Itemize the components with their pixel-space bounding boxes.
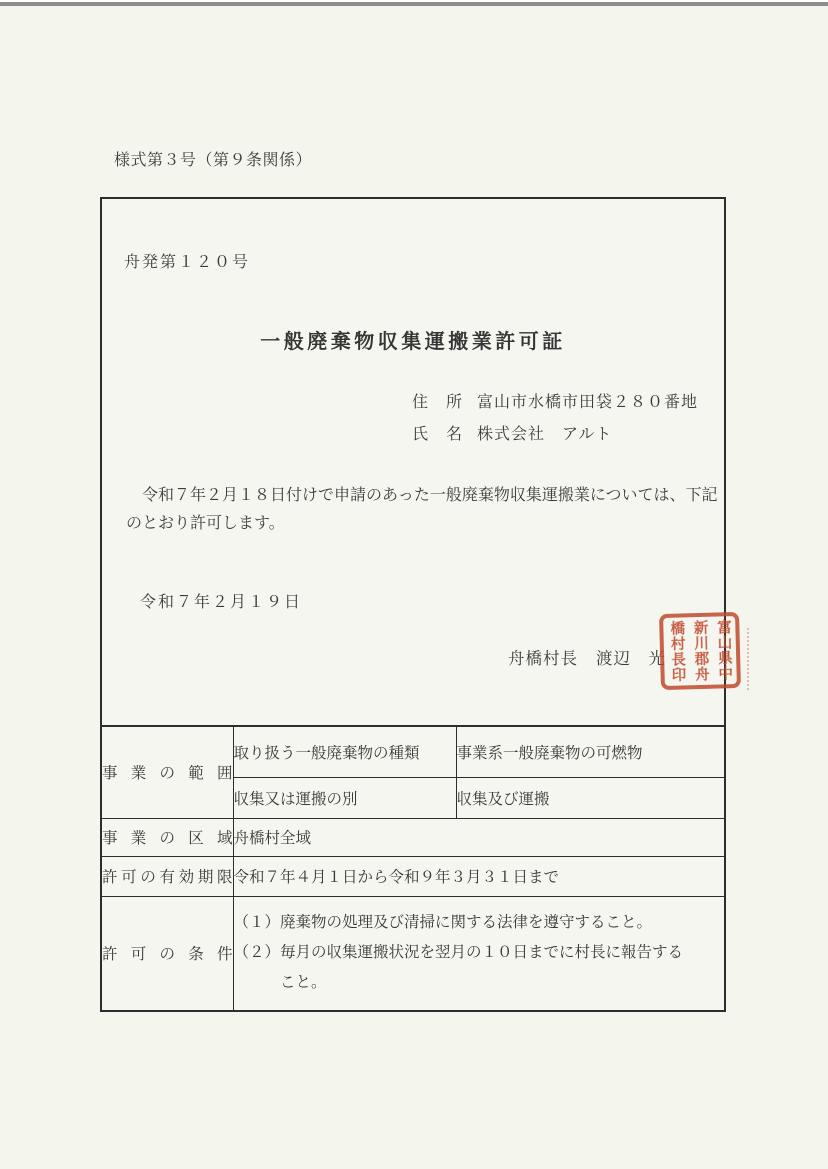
collection-key-cell: 収集又は運搬の別 <box>233 777 456 818</box>
table-row <box>101 856 725 896</box>
validity-label-cell <box>101 856 233 896</box>
issuer-title: 舟橋村長 <box>508 649 578 668</box>
business-area-value-cell: 舟橋村全域 <box>233 818 725 856</box>
condition-line-1: （１）廃棄物の処理及び清掃に関する法律を遵守すること。 <box>233 914 653 932</box>
scan-artifact-bar <box>0 2 828 6</box>
issue-date: 令和７年２月１９日 <box>140 594 303 611</box>
seal-ink-artifact <box>747 628 749 690</box>
issuer-name: 渡辺 光 <box>596 649 666 668</box>
collection-value-cell: 収集及び運搬 <box>456 777 725 818</box>
recipient-block <box>412 387 698 451</box>
condition-line-2: （２）毎月の収集運搬状況を翌月の１０日までに村長に報告する <box>233 944 684 962</box>
recipient-name-row <box>412 419 698 451</box>
waste-type-key-cell: 取り扱う一般廃棄物の種類 <box>233 726 456 777</box>
table-row <box>101 896 725 1011</box>
form-number-label: 様式第３号（第９条関係） <box>114 152 313 169</box>
business-scope-label: 事業の範囲 <box>102 765 233 783</box>
address-label: 住 所 <box>412 394 464 411</box>
business-area-label-cell <box>101 818 233 856</box>
name-label: 氏 名 <box>412 426 464 443</box>
condition-line-3: こと。 <box>280 974 327 992</box>
conditions-label-cell <box>101 896 233 1011</box>
validity-label: 許可の有効期限 <box>102 869 233 886</box>
table-row <box>101 726 725 777</box>
official-seal <box>659 612 741 690</box>
certificate-box <box>100 197 733 1012</box>
address-value: 富山市水橋市田袋２８０番地 <box>477 394 699 411</box>
permit-body-paragraph: 令和７年２月１８日付けで申請のあった一般廃棄物収集運搬業については、下記のとおり許可します。 <box>126 487 718 532</box>
seal-column-right: 富山県中 <box>714 619 733 682</box>
table-row <box>101 818 725 856</box>
business-scope-label-cell <box>101 726 233 818</box>
validity-value-cell: 令和７年４月１日から令和９年３月３１日まで <box>233 856 725 896</box>
conditions-label: 許可の条件 <box>102 946 233 964</box>
waste-type-value-cell: 事業系一般廃棄物の可燃物 <box>456 726 725 777</box>
issuer-line <box>508 645 666 669</box>
certificate-title: 一般廃棄物収集運搬業許可証 <box>260 331 566 353</box>
recipient-address-row <box>412 387 698 419</box>
seal-column-middle: 新川郡舟 <box>691 619 710 683</box>
document-number: 舟発第１２０号 <box>124 254 251 271</box>
permit-details-table <box>100 725 726 1012</box>
conditions-value-cell <box>233 896 725 1011</box>
name-value: 株式会社 アルト <box>477 426 613 443</box>
business-area-label: 事業の区域 <box>102 830 233 847</box>
seal-column-left: 橋村長印 <box>668 620 686 683</box>
